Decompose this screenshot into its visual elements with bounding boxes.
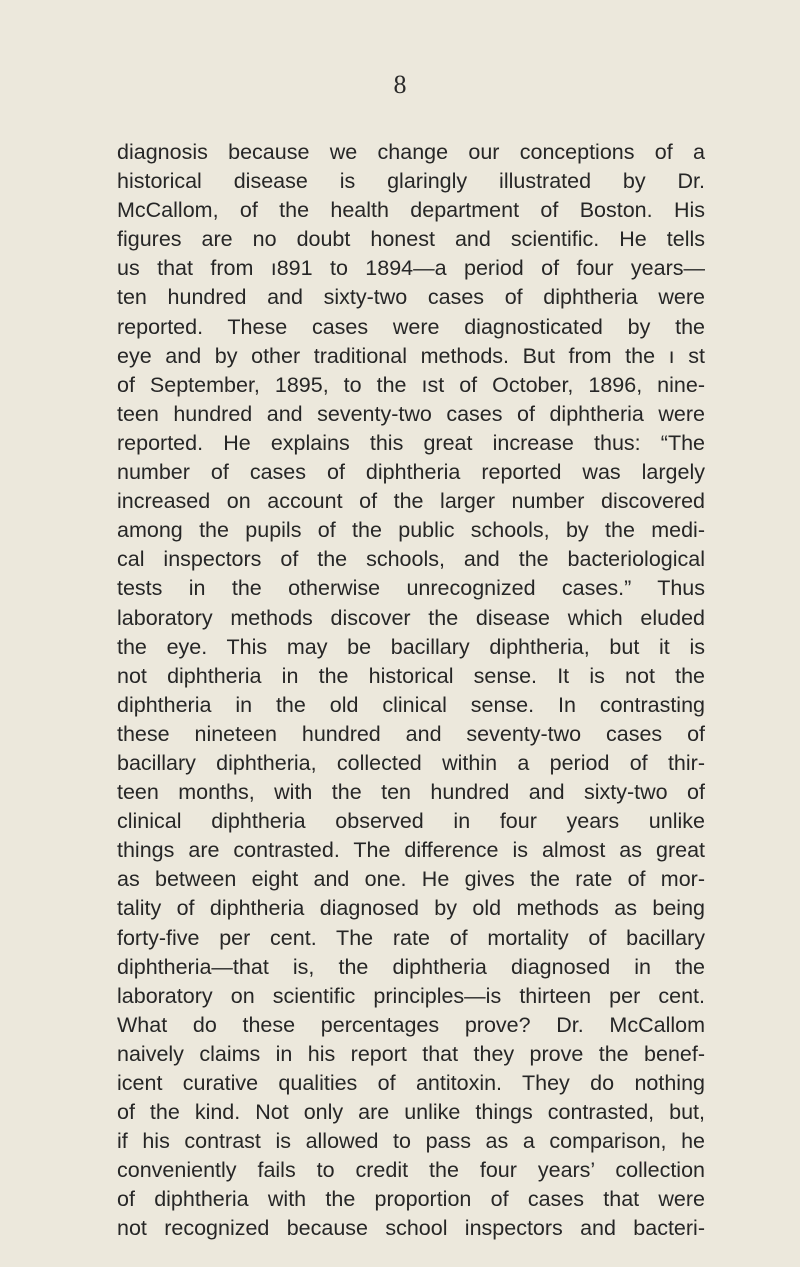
body-text [117, 138, 705, 1244]
text-line: increased on account of the larger number discovered [117, 489, 705, 514]
text-line: teen hundred and seventy-two cases of diphtheria were [117, 401, 705, 426]
text-line: diphtheria in the old clinical sense. In contrasting [117, 692, 705, 717]
text-line: laboratory methods discover the disease which eluded [117, 605, 705, 630]
text-line: conveniently fails to credit the four years’ collection [117, 1158, 705, 1183]
page-number: 8 [393, 70, 407, 99]
text-line: of diphtheria with the proportion of cases that were [117, 1187, 705, 1212]
text-line: tality of diphtheria diagnosed by old methods as being [117, 896, 705, 921]
text-line: number of cases of diphtheria reported was largely [117, 460, 705, 485]
text-line: of September, 1895, to the ıst of October, 1896, nine- [117, 372, 705, 397]
text-line: if his contrast is allowed to pass as a comparison, he [117, 1129, 705, 1154]
text-line: not diphtheria in the historical sense. It is not the [117, 663, 705, 688]
text-line: naively claims in his report that they prove the benef- [117, 1041, 705, 1066]
text-line: us that from ı891 to 1894—a period of four years— [117, 256, 705, 281]
text-line: reported. He explains this great increase thus: “The [117, 430, 705, 455]
text-line: icent curative qualities of antitoxin. They do nothing [117, 1071, 705, 1095]
text-line: reported. These cases were diagnosticated by the [117, 314, 705, 339]
text-line: historical disease is glaringly illustrated by Dr. [117, 169, 705, 194]
text-line: the eye. This may be bacillary diphtheria, but it is [117, 634, 705, 659]
text-line: diphtheria—that is, the diphtheria diagnosed in the [117, 954, 705, 979]
text-line: tests in the otherwise unrecognized cases.” Thus [117, 576, 705, 601]
text-line: teen months, with the ten hundred and sixty-two of [117, 780, 705, 805]
text-line: diagnosis because we change our conceptions of a [117, 140, 705, 164]
text-line: figures are no doubt honest and scientific. He tells [117, 227, 705, 252]
text-line: of the kind. Not only are unlike things contrasted, but, [117, 1100, 705, 1125]
text-line: these nineteen hundred and seventy-two cases of [117, 721, 705, 746]
text-line: clinical diphtheria observed in four years unlike [117, 809, 705, 834]
text-line: forty-five per cent. The rate of mortality of bacillary [117, 925, 705, 950]
text-line: bacillary diphtheria, collected within a period of thir- [117, 750, 705, 775]
text-line: What do these percentages prove? Dr. McCallom [117, 1012, 705, 1037]
text-line: things are contrasted. The difference is almost as great [117, 838, 705, 863]
text-line: not recognized because school inspectors and bacteri- [117, 1216, 705, 1241]
text-line: McCallom, of the health department of Boston. His [117, 198, 705, 223]
text-line: cal inspectors of the schools, and the bacteriological [117, 547, 705, 572]
text-line: as between eight and one. He gives the rate of mor- [117, 867, 705, 892]
text-line: ten hundred and sixty-two cases of diphtheria were [117, 285, 705, 310]
text-line: among the pupils of the public schools, by the medi- [117, 518, 705, 543]
text-line: eye and by other traditional methods. But from the ı st [117, 343, 705, 368]
text-line: laboratory on scientific principles—is thirteen per cent. [117, 983, 705, 1008]
